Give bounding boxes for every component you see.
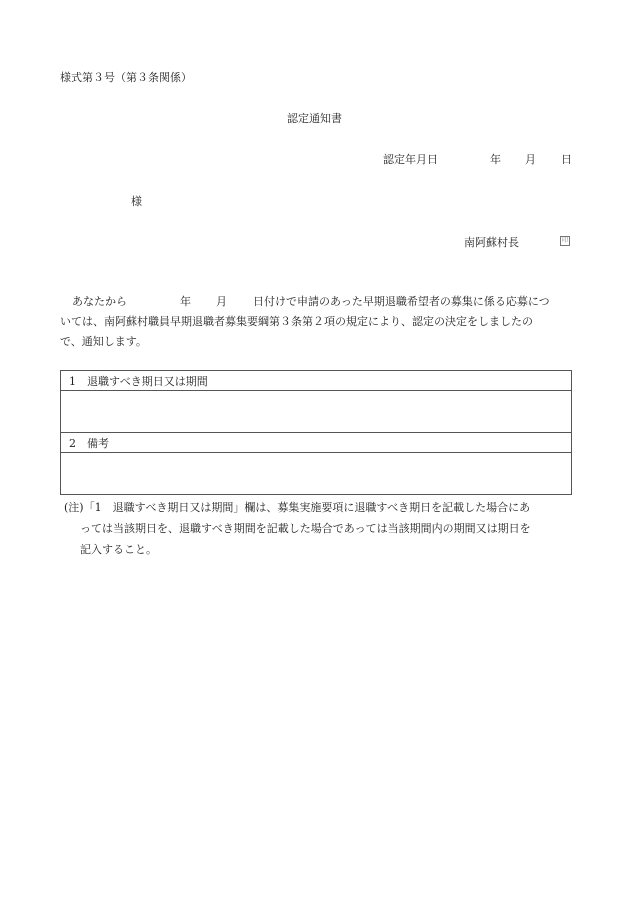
form-number: 様式第３号（第３条関係） <box>60 71 192 84</box>
table-row-remarks-value <box>61 453 572 495</box>
form-table <box>60 370 572 495</box>
certification-date-label: 認定年月日 <box>383 153 438 166</box>
table-row-retirement-value <box>61 391 572 433</box>
remarks-label: 2 備考 <box>61 433 572 453</box>
body-line-3 <box>60 332 575 352</box>
sender-name: 南阿蘇村長 <box>464 236 519 249</box>
footnote-line-2: っては当該期日を、退職すべき期間を記載した場合であっては当該期間内の期間又は期日を <box>80 522 531 535</box>
table-row-retirement-header <box>61 371 572 391</box>
remarks-field[interactable] <box>61 453 572 495</box>
year-unit: 年 <box>490 153 501 166</box>
body-line2-text: いては、南阿蘇村職員早期退職者募集要綱第３条第２項の規定により、認定の決定をしましたの <box>60 315 533 328</box>
month-unit: 月 <box>525 153 536 166</box>
certification-date-line <box>383 151 573 167</box>
body-line3-text: で、通知します。 <box>60 335 147 348</box>
table-row-remarks-header <box>61 433 572 453</box>
body-line1-prefix: あなたから <box>72 295 127 308</box>
footnote-line-3: 記入すること。 <box>80 543 157 556</box>
body-line-1 <box>60 292 575 312</box>
notice-body <box>60 292 575 352</box>
body-line1-month: 月 <box>216 295 227 308</box>
footnote-line-1: (注)「1 退職すべき期日又は期間」欄は、募集実施要項に退職すべき期日を記載した場合にあ <box>64 501 531 514</box>
footnote <box>64 497 579 560</box>
document-title: 認定通知書 <box>287 112 342 125</box>
seal-icon: 印 <box>561 237 568 244</box>
addressee-suffix: 様 <box>131 195 142 208</box>
sender-line <box>464 234 574 250</box>
retirement-date-label: 1 退職すべき期日又は期間 <box>61 371 572 391</box>
body-line1-suffix: 日付けで申請のあった早期退職希望者の募集に係る応募につ <box>253 295 550 308</box>
retirement-date-field[interactable] <box>61 391 572 433</box>
body-line1-year: 年 <box>180 295 191 308</box>
body-line-2 <box>60 312 575 332</box>
day-unit: 日 <box>561 153 572 166</box>
